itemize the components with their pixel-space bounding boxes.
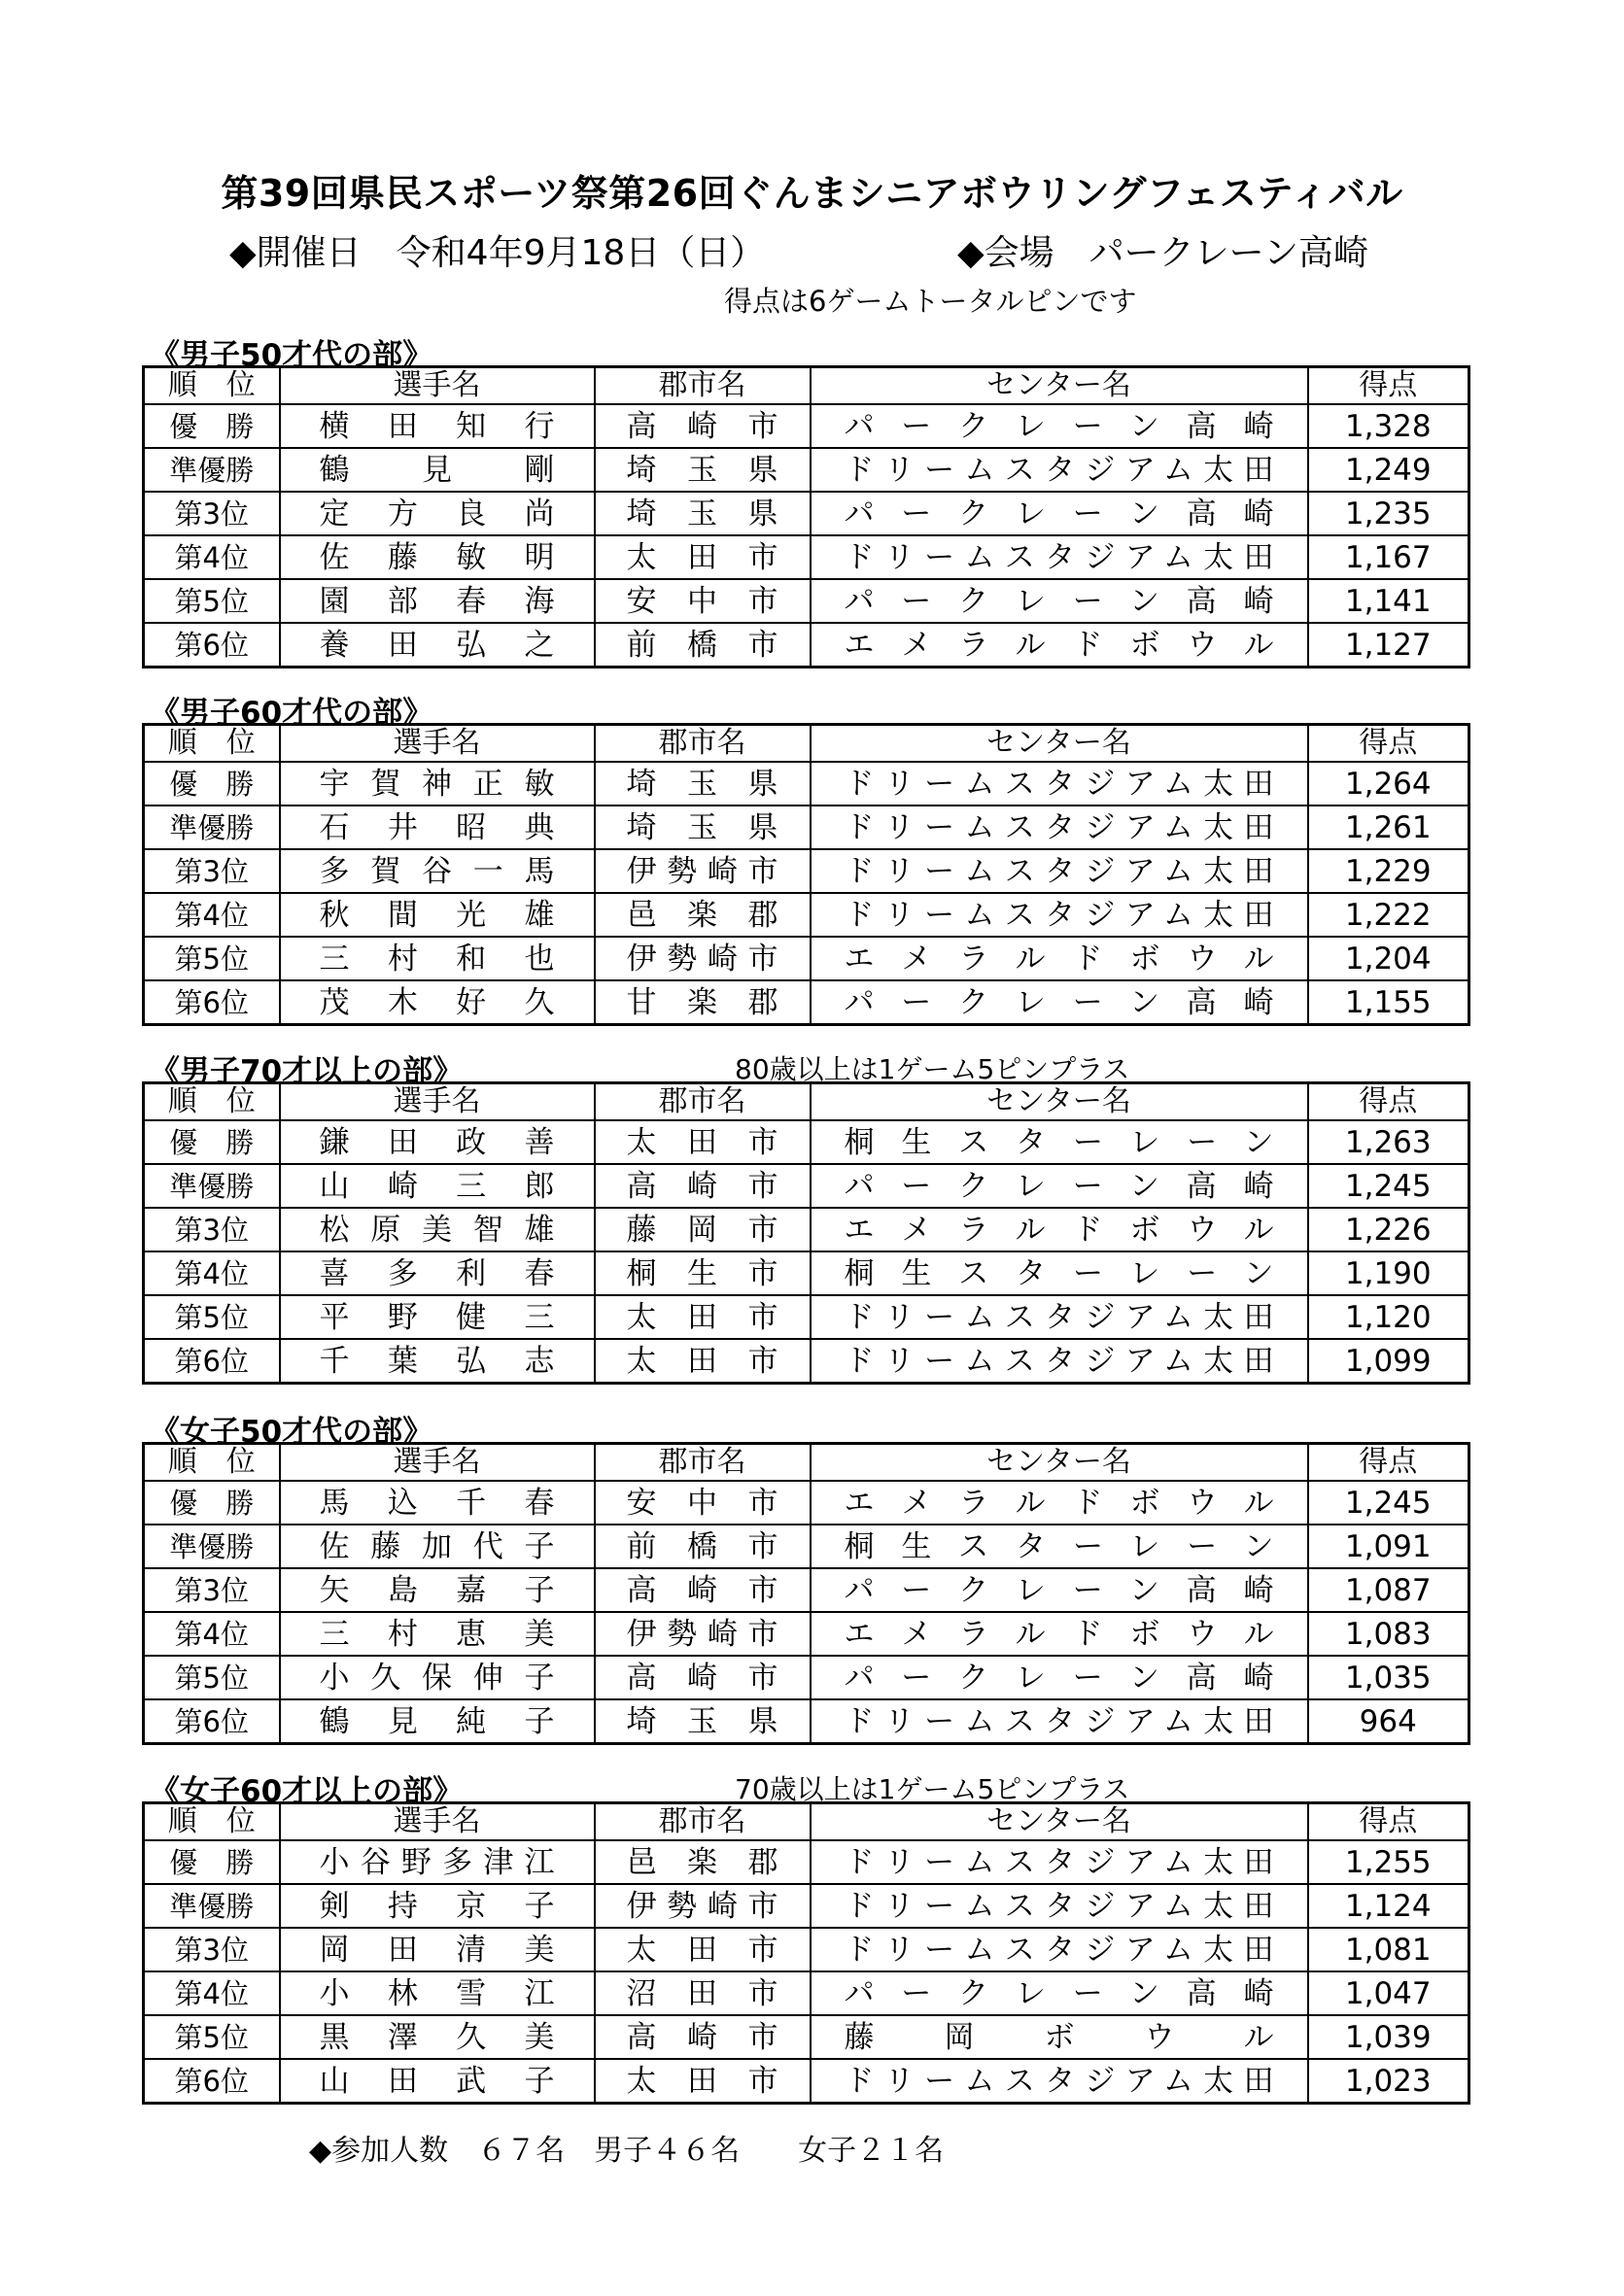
section-header xyxy=(142,688,1468,731)
table-row xyxy=(144,2015,1469,2059)
cell-city: 太田市 xyxy=(595,1928,811,1971)
column-header-score: 得点 xyxy=(1308,1444,1469,1482)
cell-name: 園部春海 xyxy=(280,579,595,623)
column-header-city: 郡市名 xyxy=(595,367,811,405)
section-header xyxy=(142,1046,1468,1089)
cell-name: 小谷野多津江 xyxy=(280,1840,595,1884)
cell-center: 桐生スターレーン xyxy=(811,1525,1308,1568)
cell-rank: 第5位 xyxy=(144,1295,280,1339)
cell-city: 高崎市 xyxy=(595,404,811,448)
cell-city: 前橋市 xyxy=(595,623,811,668)
cell-rank: 第5位 xyxy=(144,1656,280,1699)
table-row xyxy=(144,1971,1469,2015)
table-row xyxy=(144,1295,1469,1339)
cell-rank: 第6位 xyxy=(144,1699,280,1744)
section-header xyxy=(142,330,1468,373)
table-row xyxy=(144,404,1469,448)
cell-score: 1,141 xyxy=(1308,579,1469,623)
column-header-name: 選手名 xyxy=(280,1083,595,1121)
table-row xyxy=(144,849,1469,893)
cell-city: 甘楽郡 xyxy=(595,980,811,1025)
cell-city: 埼玉県 xyxy=(595,805,811,849)
cell-city: 埼玉県 xyxy=(595,1699,811,1744)
cell-center: パークレーン高崎 xyxy=(811,579,1308,623)
cell-center: エメラルドボウル xyxy=(811,937,1308,980)
column-header-name: 選手名 xyxy=(280,367,595,405)
cell-city: 太田市 xyxy=(595,1295,811,1339)
table-row xyxy=(144,579,1469,623)
table-row xyxy=(144,1164,1469,1208)
column-header-rank: 順 位 xyxy=(144,1083,280,1121)
column-header-city: 郡市名 xyxy=(595,1803,811,1841)
section-title: 《男子60才代の部》 xyxy=(150,696,433,731)
column-header-center: センター名 xyxy=(811,1803,1308,1841)
cell-city: 埼玉県 xyxy=(595,492,811,535)
cell-score: 1,127 xyxy=(1308,623,1469,668)
cell-city: 桐生市 xyxy=(595,1251,811,1295)
section-note: 70歳以上は1ゲーム5ピンプラス xyxy=(735,1773,1130,1805)
results-table xyxy=(142,1081,1470,1385)
column-header-city: 郡市名 xyxy=(595,1444,811,1482)
results-table xyxy=(142,1801,1470,2105)
cell-score: 1,120 xyxy=(1308,1295,1469,1339)
cell-name: 山崎三郎 xyxy=(280,1164,595,1208)
section-title: 《女子50才代の部》 xyxy=(150,1415,433,1450)
cell-center: パークレーン高崎 xyxy=(811,492,1308,535)
table-row xyxy=(144,1208,1469,1251)
cell-name: 鶴見純子 xyxy=(280,1699,595,1744)
section-note: 80歳以上は1ゲーム5ピンプラス xyxy=(735,1053,1130,1085)
cell-score: 1,124 xyxy=(1308,1884,1469,1928)
cell-center: ドリームスタジアム太田 xyxy=(811,1339,1308,1384)
cell-center: ドリームスタジアム太田 xyxy=(811,1928,1308,1971)
cell-name: 小久保伸子 xyxy=(280,1656,595,1699)
cell-center: ドリームスタジアム太田 xyxy=(811,448,1308,492)
cell-rank: 第3位 xyxy=(144,492,280,535)
cell-name: 岡田清美 xyxy=(280,1928,595,1971)
column-header-rank: 順 位 xyxy=(144,367,280,405)
cell-name: 剣持京子 xyxy=(280,1884,595,1928)
cell-name: 平野健三 xyxy=(280,1295,595,1339)
cell-score: 1,249 xyxy=(1308,448,1469,492)
table-row xyxy=(144,535,1469,579)
cell-score: 1,087 xyxy=(1308,1568,1469,1612)
cell-rank: 優 勝 xyxy=(144,1840,280,1884)
section-header xyxy=(142,1766,1468,1809)
table-row xyxy=(144,980,1469,1025)
cell-city: 藤岡市 xyxy=(595,1208,811,1251)
section-title: 《男子50才代の部》 xyxy=(150,338,433,373)
cell-score: 1,091 xyxy=(1308,1525,1469,1568)
section-3 xyxy=(142,1046,1468,1385)
section-header xyxy=(142,1407,1468,1450)
cell-center: 藤岡ボウル xyxy=(811,2015,1308,2059)
table-row xyxy=(144,937,1469,980)
cell-name: 山田武子 xyxy=(280,2059,595,2104)
cell-rank: 第4位 xyxy=(144,535,280,579)
cell-name: 多賀谷一馬 xyxy=(280,849,595,893)
results-table xyxy=(142,365,1470,668)
cell-center: エメラルドボウル xyxy=(811,1208,1308,1251)
cell-city: 太田市 xyxy=(595,2059,811,2104)
cell-city: 埼玉県 xyxy=(595,448,811,492)
cell-rank: 第5位 xyxy=(144,937,280,980)
cell-name: 鶴見剛 xyxy=(280,448,595,492)
table-row xyxy=(144,805,1469,849)
cell-score: 1,264 xyxy=(1308,762,1469,805)
cell-name: 矢島嘉子 xyxy=(280,1568,595,1612)
cell-name: 横田知行 xyxy=(280,404,595,448)
cell-city: 高崎市 xyxy=(595,1164,811,1208)
column-header-rank: 順 位 xyxy=(144,1803,280,1841)
cell-score: 1,328 xyxy=(1308,404,1469,448)
table-row xyxy=(144,1120,1469,1164)
cell-city: 太田市 xyxy=(595,1120,811,1164)
cell-rank: 第3位 xyxy=(144,849,280,893)
column-header-center: センター名 xyxy=(811,1444,1308,1482)
cell-city: 伊勢崎市 xyxy=(595,1884,811,1928)
cell-center: パークレーン高崎 xyxy=(811,980,1308,1025)
document-title: 第39回県民スポーツ祭第26回ぐんまシニアボウリングフェスティバル xyxy=(221,172,1403,215)
cell-score: 1,099 xyxy=(1308,1339,1469,1384)
column-header-score: 得点 xyxy=(1308,367,1469,405)
table-row xyxy=(144,762,1469,805)
cell-center: ドリームスタジアム太田 xyxy=(811,805,1308,849)
cell-score: 1,261 xyxy=(1308,805,1469,849)
cell-rank: 第4位 xyxy=(144,1971,280,2015)
cell-city: 高崎市 xyxy=(595,1656,811,1699)
cell-city: 邑楽郡 xyxy=(595,1840,811,1884)
cell-center: エメラルドボウル xyxy=(811,1612,1308,1656)
section-2 xyxy=(142,688,1468,1026)
cell-center: ドリームスタジアム太田 xyxy=(811,2059,1308,2104)
table-row xyxy=(144,623,1469,668)
cell-city: 伊勢崎市 xyxy=(595,937,811,980)
column-header-name: 選手名 xyxy=(280,725,595,763)
column-header-city: 郡市名 xyxy=(595,1083,811,1121)
section-5 xyxy=(142,1766,1468,2105)
cell-name: 定方良尚 xyxy=(280,492,595,535)
table-row xyxy=(144,1568,1469,1612)
cell-rank: 第3位 xyxy=(144,1568,280,1612)
cell-city: 前橋市 xyxy=(595,1525,811,1568)
cell-rank: 準優勝 xyxy=(144,448,280,492)
column-header-city: 郡市名 xyxy=(595,725,811,763)
cell-score: 1,167 xyxy=(1308,535,1469,579)
cell-city: 高崎市 xyxy=(595,1568,811,1612)
cell-rank: 優 勝 xyxy=(144,1481,280,1525)
cell-city: 安中市 xyxy=(595,579,811,623)
column-header-score: 得点 xyxy=(1308,725,1469,763)
table-row xyxy=(144,2059,1469,2104)
cell-center: ドリームスタジアム太田 xyxy=(811,1295,1308,1339)
column-header-score: 得点 xyxy=(1308,1803,1469,1841)
section-title: 《女子60才以上の部》 xyxy=(150,1774,464,1809)
cell-score: 1,204 xyxy=(1308,937,1469,980)
table-row xyxy=(144,1251,1469,1295)
table-row xyxy=(144,492,1469,535)
cell-score: 1,263 xyxy=(1308,1120,1469,1164)
cell-rank: 第6位 xyxy=(144,2059,280,2104)
cell-center: パークレーン高崎 xyxy=(811,1656,1308,1699)
table-row xyxy=(144,893,1469,937)
column-header-rank: 順 位 xyxy=(144,725,280,763)
cell-score: 1,083 xyxy=(1308,1612,1469,1656)
cell-name: 喜多利春 xyxy=(280,1251,595,1295)
cell-name: 千葉弘志 xyxy=(280,1339,595,1384)
table-row xyxy=(144,1699,1469,1744)
cell-score: 1,245 xyxy=(1308,1481,1469,1525)
table-row xyxy=(144,448,1469,492)
cell-center: エメラルドボウル xyxy=(811,1481,1308,1525)
cell-score: 1,039 xyxy=(1308,2015,1469,2059)
cell-city: 高崎市 xyxy=(595,2015,811,2059)
cell-rank: 優 勝 xyxy=(144,762,280,805)
score-note: 得点は6ゲームトータルピンです xyxy=(724,285,1137,318)
cell-name: 三村恵美 xyxy=(280,1612,595,1656)
cell-name: 馬込千春 xyxy=(280,1481,595,1525)
cell-name: 宇賀神正敏 xyxy=(280,762,595,805)
cell-city: 邑楽郡 xyxy=(595,893,811,937)
cell-center: ドリームスタジアム太田 xyxy=(811,1699,1308,1744)
column-header-score: 得点 xyxy=(1308,1083,1469,1121)
column-header-name: 選手名 xyxy=(280,1803,595,1841)
cell-center: ドリームスタジアム太田 xyxy=(811,893,1308,937)
cell-rank: 準優勝 xyxy=(144,1884,280,1928)
table-row xyxy=(144,1656,1469,1699)
cell-score: 964 xyxy=(1308,1699,1469,1744)
cell-score: 1,035 xyxy=(1308,1656,1469,1699)
cell-rank: 第4位 xyxy=(144,1612,280,1656)
table-row xyxy=(144,1481,1469,1525)
cell-city: 沼田市 xyxy=(595,1971,811,2015)
table-row xyxy=(144,1612,1469,1656)
cell-center: ドリームスタジアム太田 xyxy=(811,1840,1308,1884)
table-row xyxy=(144,1928,1469,1971)
cell-rank: 準優勝 xyxy=(144,805,280,849)
column-header-center: センター名 xyxy=(811,1083,1308,1121)
cell-rank: 第6位 xyxy=(144,623,280,668)
cell-rank: 第6位 xyxy=(144,1339,280,1384)
results-table xyxy=(142,723,1470,1026)
cell-name: 石井昭典 xyxy=(280,805,595,849)
cell-score: 1,155 xyxy=(1308,980,1469,1025)
cell-center: パークレーン高崎 xyxy=(811,1971,1308,2015)
event-venue: ◆会場 パークレーン高崎 xyxy=(957,233,1368,273)
participant-count: ◆参加人数 ６７名 男子４６名 女子２１名 xyxy=(309,2134,945,2168)
section-4 xyxy=(142,1407,1468,1745)
cell-score: 1,023 xyxy=(1308,2059,1469,2104)
cell-rank: 準優勝 xyxy=(144,1164,280,1208)
cell-rank: 第5位 xyxy=(144,2015,280,2059)
cell-name: 秋間光雄 xyxy=(280,893,595,937)
cell-rank: 第3位 xyxy=(144,1208,280,1251)
cell-name: 黒澤久美 xyxy=(280,2015,595,2059)
table-row xyxy=(144,1840,1469,1884)
cell-rank: 準優勝 xyxy=(144,1525,280,1568)
column-header-center: センター名 xyxy=(811,367,1308,405)
section-1 xyxy=(142,330,1468,668)
cell-name: 小林雪江 xyxy=(280,1971,595,2015)
cell-name: 養田弘之 xyxy=(280,623,595,668)
results-table xyxy=(142,1442,1470,1745)
cell-center: エメラルドボウル xyxy=(811,623,1308,668)
cell-center: ドリームスタジアム太田 xyxy=(811,535,1308,579)
cell-score: 1,245 xyxy=(1308,1164,1469,1208)
cell-center: パークレーン高崎 xyxy=(811,1568,1308,1612)
cell-city: 安中市 xyxy=(595,1481,811,1525)
table-row xyxy=(144,1339,1469,1384)
cell-rank: 優 勝 xyxy=(144,404,280,448)
cell-score: 1,229 xyxy=(1308,849,1469,893)
cell-score: 1,226 xyxy=(1308,1208,1469,1251)
cell-name: 鎌田政善 xyxy=(280,1120,595,1164)
cell-rank: 第5位 xyxy=(144,579,280,623)
column-header-name: 選手名 xyxy=(280,1444,595,1482)
cell-center: ドリームスタジアム太田 xyxy=(811,762,1308,805)
cell-center: 桐生スターレーン xyxy=(811,1251,1308,1295)
cell-rank: 第4位 xyxy=(144,1251,280,1295)
cell-city: 伊勢崎市 xyxy=(595,1612,811,1656)
cell-center: パークレーン高崎 xyxy=(811,404,1308,448)
table-row xyxy=(144,1525,1469,1568)
cell-score: 1,235 xyxy=(1308,492,1469,535)
cell-city: 太田市 xyxy=(595,535,811,579)
cell-center: ドリームスタジアム太田 xyxy=(811,1884,1308,1928)
cell-center: パークレーン高崎 xyxy=(811,1164,1308,1208)
column-header-rank: 順 位 xyxy=(144,1444,280,1482)
cell-rank: 第3位 xyxy=(144,1928,280,1971)
cell-name: 茂木好久 xyxy=(280,980,595,1025)
cell-name: 三村和也 xyxy=(280,937,595,980)
cell-name: 佐藤加代子 xyxy=(280,1525,595,1568)
cell-score: 1,081 xyxy=(1308,1928,1469,1971)
event-date: ◆開催日 令和4年9月18日（日） xyxy=(229,233,766,273)
cell-score: 1,255 xyxy=(1308,1840,1469,1884)
cell-score: 1,190 xyxy=(1308,1251,1469,1295)
section-title: 《男子70才以上の部》 xyxy=(150,1054,464,1089)
cell-city: 太田市 xyxy=(595,1339,811,1384)
cell-name: 松原美智雄 xyxy=(280,1208,595,1251)
cell-name: 佐藤敏明 xyxy=(280,535,595,579)
table-row xyxy=(144,1884,1469,1928)
cell-city: 伊勢崎市 xyxy=(595,849,811,893)
cell-score: 1,222 xyxy=(1308,893,1469,937)
cell-center: ドリームスタジアム太田 xyxy=(811,849,1308,893)
cell-city: 埼玉県 xyxy=(595,762,811,805)
cell-center: 桐生スターレーン xyxy=(811,1120,1308,1164)
cell-rank: 優 勝 xyxy=(144,1120,280,1164)
cell-score: 1,047 xyxy=(1308,1971,1469,2015)
column-header-center: センター名 xyxy=(811,725,1308,763)
cell-rank: 第6位 xyxy=(144,980,280,1025)
cell-rank: 第4位 xyxy=(144,893,280,937)
